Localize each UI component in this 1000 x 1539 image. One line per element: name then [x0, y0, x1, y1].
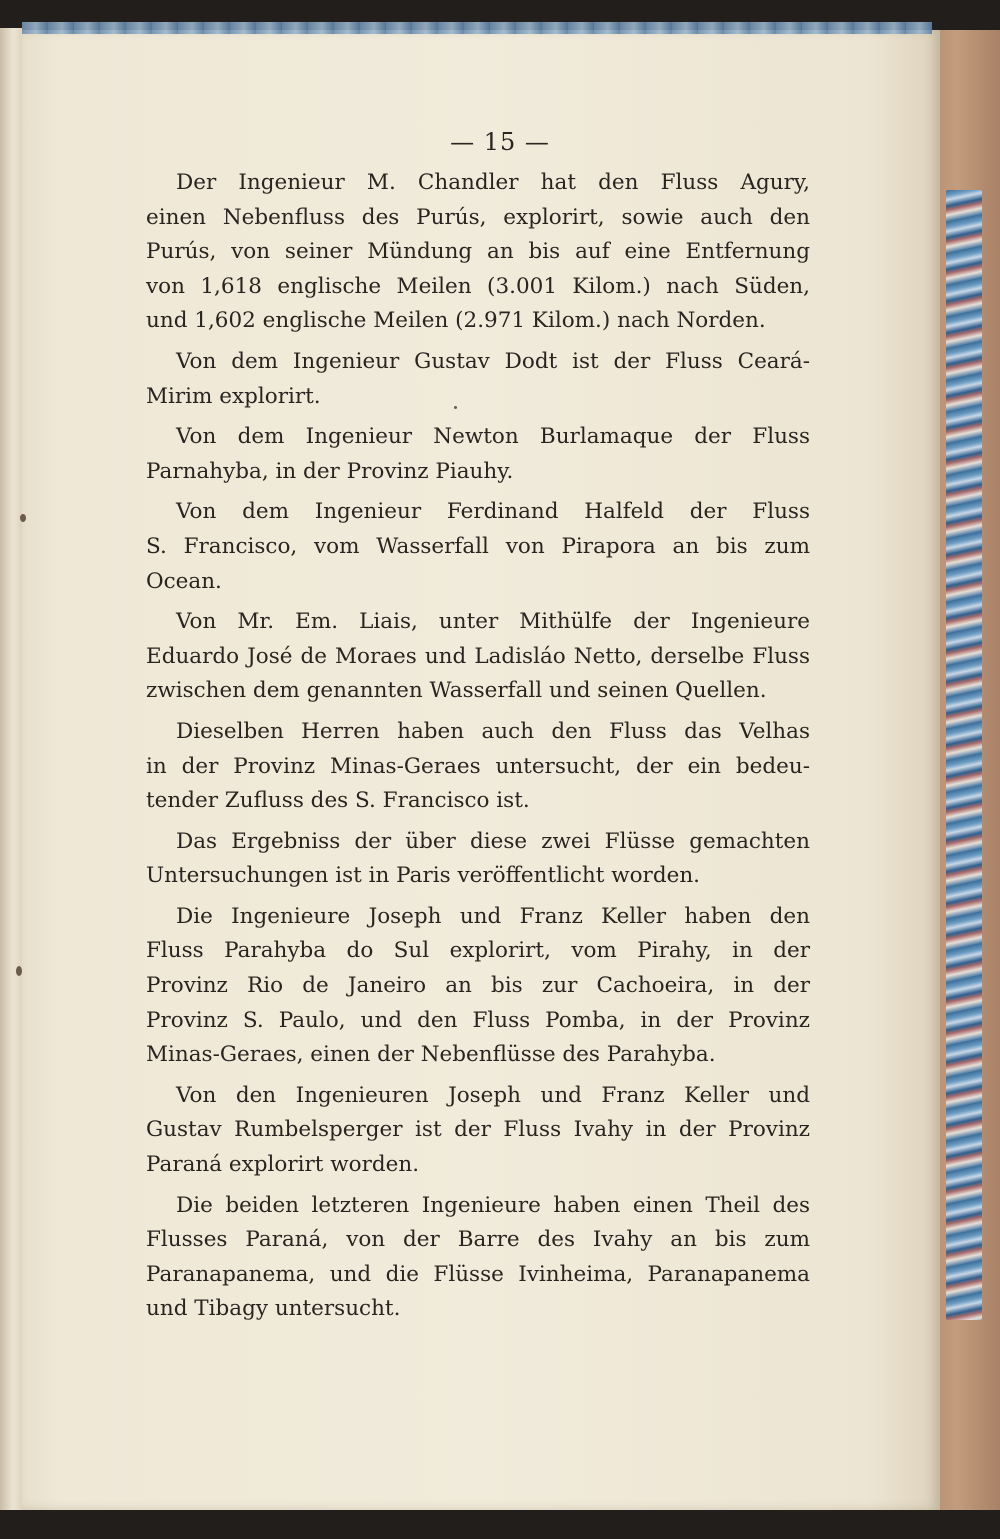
text-line: Minas-Geraes, einen der Nebenflüsse des Parahyba.	[146, 1042, 716, 1068]
text-line: Purús, von seiner Mündung an bis auf eine Entfernung	[146, 239, 810, 265]
text-line: und Tibagy untersucht.	[146, 1296, 401, 1322]
text-line: Fluss Parahyba do Sul explorirt, vom Pirahy, in der	[146, 938, 810, 964]
text-line: Mirim explorirt.	[146, 383, 321, 409]
paragraph	[146, 345, 810, 414]
paragraph	[146, 166, 810, 339]
body-text	[146, 166, 810, 1333]
text-line: zwischen dem genannten Wasserfall und seinen Quellen.	[146, 678, 767, 704]
paragraph	[146, 420, 810, 489]
text-line: einen Nebenfluss des Purús, explorirt, sowie auch den	[146, 204, 810, 230]
text-line: Paranapanema, und die Flüsse Ivinheima, Paranapanema	[146, 1261, 810, 1287]
text-line: Flusses Paraná, von der Barre des Ivahy an bis zum	[146, 1227, 810, 1253]
text-line: Provinz S. Paulo, und den Fluss Pomba, in der Provinz	[146, 1007, 810, 1033]
previous-page-edge	[0, 28, 22, 1510]
margin-speck	[20, 514, 26, 522]
text-line: von 1,618 englische Meilen (3.001 Kilom.) nach Süden,	[146, 273, 810, 299]
text-line: Der Ingenieur M. Chandler hat den Fluss Agury,	[176, 170, 810, 195]
text-line: Von Mr. Em. Liais, unter Mithülfe der Ingenieure	[176, 609, 810, 635]
text-line: Paraná explorirt worden.	[146, 1152, 420, 1178]
text-line: Eduardo José de Moraes und Ladisláo Netto, derselbe Fluss	[146, 643, 810, 669]
paragraph	[146, 1189, 810, 1327]
text-line: Das Ergebniss der über diese zwei Flüsse gemachten	[176, 828, 810, 854]
margin-speck	[16, 966, 22, 976]
text-line: Gustav Rumbelsperger ist der Fluss Ivahy in der Provinz	[146, 1117, 810, 1143]
text-line: Von dem Ingenieur Newton Burlamaque der Fluss	[176, 424, 810, 450]
text-line: Provinz Rio de Janeiro an bis zur Cachoeira, in der	[146, 973, 810, 999]
text-line: und 1,602 englische Meilen (2.971 Kilom.) nach Norden.	[146, 308, 766, 334]
paragraph	[146, 605, 810, 709]
text-line: Ocean.	[146, 568, 222, 594]
text-line: Die Ingenieure Joseph und Franz Keller haben den	[176, 903, 810, 929]
paragraph	[146, 900, 810, 1073]
paragraph	[146, 825, 810, 894]
text-line: Von dem Ingenieur Ferdinand Halfeld der Fluss	[176, 499, 810, 525]
text-line: Die beiden letzteren Ingenieure haben einen Theil des	[176, 1192, 810, 1218]
paragraph	[146, 495, 810, 599]
marbled-endpaper	[946, 190, 982, 1320]
text-line: in der Provinz Minas-Geraes untersucht, der ein bedeu-	[146, 753, 810, 779]
paragraph	[146, 715, 810, 819]
paragraph	[146, 1079, 810, 1183]
text-line: Parnahyba, in der Provinz Piauhy.	[146, 458, 514, 484]
text-line: tender Zufluss des S. Francisco ist.	[146, 788, 530, 814]
text-line: S. Francisco, vom Wasserfall von Pirapora an bis zum	[146, 533, 810, 559]
top-edge-strip	[22, 22, 932, 34]
text-line: Von den Ingenieuren Joseph und Franz Keller und	[176, 1082, 810, 1108]
text-line: Dieselben Herren haben auch den Fluss das Velhas	[176, 718, 810, 744]
text-line: Untersuchungen ist in Paris veröffentlicht worden.	[146, 863, 701, 889]
page-number: — 15 —	[450, 128, 550, 156]
text-line: Von dem Ingenieur Gustav Dodt ist der Fluss Ceará-	[176, 348, 810, 374]
